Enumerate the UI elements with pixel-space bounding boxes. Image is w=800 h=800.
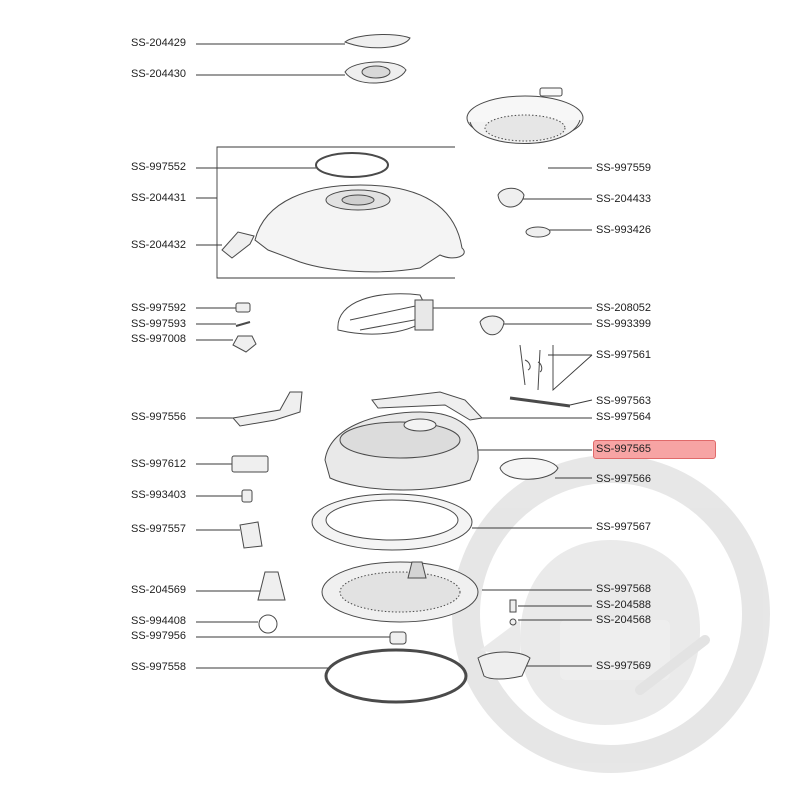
part-ball — [259, 615, 277, 633]
part-washer — [510, 619, 516, 625]
part-bushing — [390, 632, 406, 644]
label-ss-997558[interactable]: SS-997558 — [131, 661, 187, 673]
label-ss-204433[interactable]: SS-204433 — [596, 193, 652, 205]
label-ss-997593[interactable]: SS-997593 — [131, 318, 187, 330]
label-ss-204431[interactable]: SS-204431 — [131, 192, 187, 204]
part-pin — [236, 322, 250, 326]
part-fuse — [242, 490, 252, 502]
part-bracket — [233, 336, 256, 352]
label-ss-997569[interactable]: SS-997569 — [596, 660, 652, 672]
label-ss-997561[interactable]: SS-997561 — [596, 349, 652, 361]
label-ss-204569[interactable]: SS-204569 — [131, 584, 187, 596]
part-screw — [510, 600, 516, 612]
label-ss-997612[interactable]: SS-997612 — [131, 458, 187, 470]
label-ss-993403[interactable]: SS-993403 — [131, 489, 187, 501]
part-foot — [258, 572, 285, 600]
label-ss-997592[interactable]: SS-997592 — [131, 302, 187, 314]
label-ss-997567[interactable]: SS-997567 — [596, 521, 652, 533]
part-large-gasket — [326, 650, 466, 702]
label-ss-997556[interactable]: SS-997556 — [131, 411, 187, 423]
part-heating-plate — [322, 562, 478, 622]
label-ss-997557[interactable]: SS-997557 — [131, 523, 187, 535]
part-base-unit — [325, 412, 478, 490]
label-ss-208052[interactable]: SS-208052 — [596, 302, 652, 314]
part-clip — [236, 303, 250, 312]
part-small-pan — [478, 652, 530, 679]
part-valve — [345, 62, 406, 83]
part-cap — [345, 35, 410, 48]
part-outer-ring — [312, 494, 472, 550]
label-ss-997563[interactable]: SS-997563 — [596, 395, 652, 407]
label-ss-993426[interactable]: SS-993426 — [596, 224, 652, 236]
part-steamer-basket — [467, 88, 583, 144]
label-ss-997568[interactable]: SS-997568 — [596, 583, 652, 595]
part-handle — [222, 232, 254, 258]
label-ss-997552[interactable]: SS-997552 — [131, 161, 187, 173]
label-ss-997956[interactable]: SS-997956 — [131, 630, 187, 642]
part-rod — [510, 398, 570, 406]
label-ss-997566[interactable]: SS-997566 — [596, 473, 652, 485]
part-seal — [526, 227, 550, 237]
label-ss-204429[interactable]: SS-204429 — [131, 37, 187, 49]
label-ss-993399[interactable]: SS-993399 — [596, 318, 652, 330]
label-ss-204430[interactable]: SS-204430 — [131, 68, 187, 80]
part-lever — [233, 392, 302, 426]
label-ss-997565[interactable]: SS-997565 — [596, 443, 652, 455]
part-lid — [255, 185, 464, 272]
label-ss-994408[interactable]: SS-994408 — [131, 615, 187, 627]
label-ss-997564[interactable]: SS-997564 — [596, 411, 652, 423]
part-clamp — [240, 522, 262, 548]
label-ss-204588[interactable]: SS-204588 — [596, 599, 652, 611]
label-ss-204432[interactable]: SS-204432 — [131, 239, 187, 251]
label-ss-997008[interactable]: SS-997008 — [131, 333, 187, 345]
part-valve-knob — [498, 188, 524, 207]
part-wiring-harness — [338, 294, 433, 334]
part-thermostat — [480, 316, 504, 335]
part-gasket-ring — [316, 153, 388, 177]
part-switch — [232, 456, 268, 472]
label-ss-204568[interactable]: SS-204568 — [596, 614, 652, 626]
part-springs — [520, 345, 542, 390]
label-ss-997559[interactable]: SS-997559 — [596, 162, 652, 174]
